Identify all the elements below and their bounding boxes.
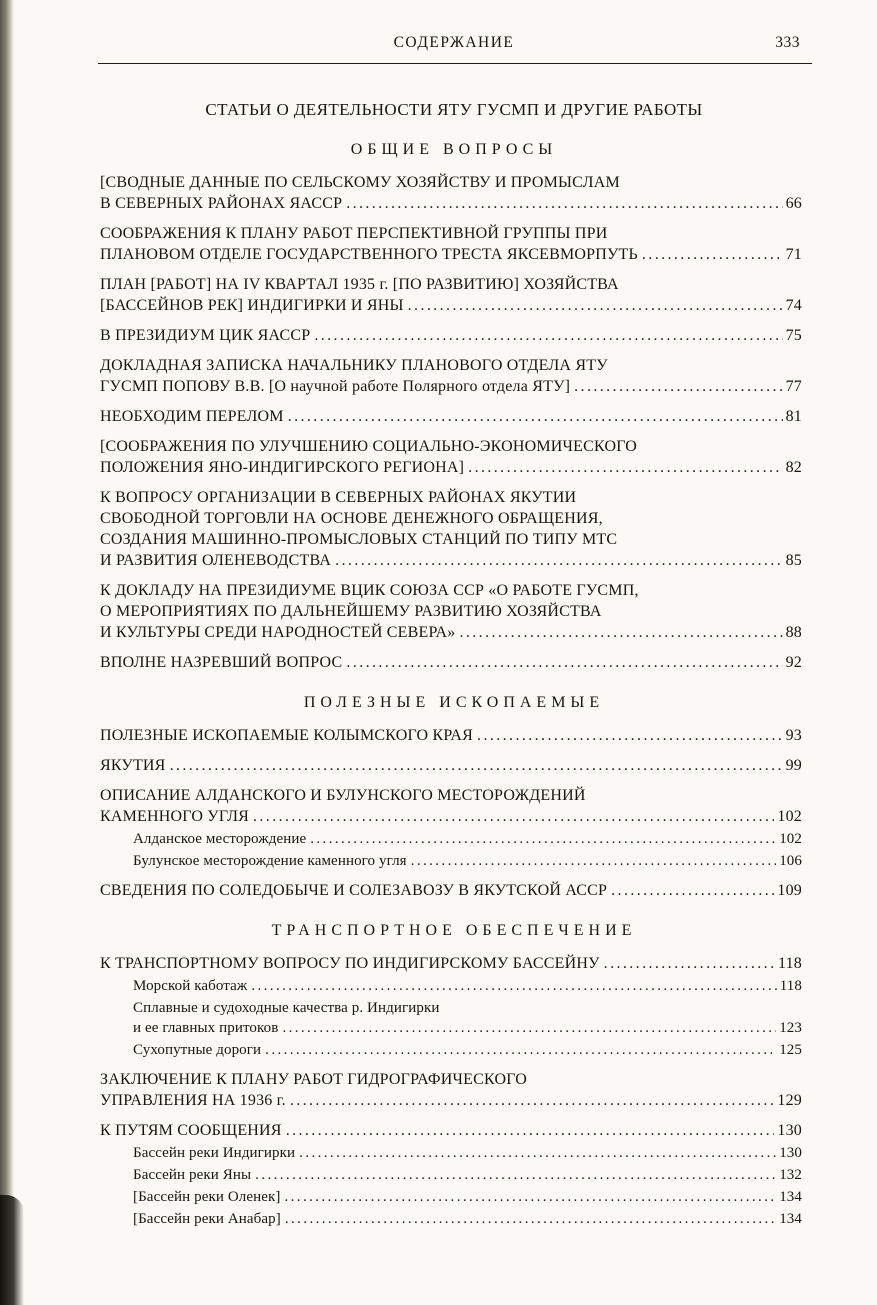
entry-title: ПОЛОЖЕНИЯ ЯНО-ИНДИГИРСКОГО РЕГИОНА] (100, 459, 465, 476)
dot-leader (411, 851, 777, 871)
dot-leader (314, 325, 782, 346)
entry-title: К ТРАНСПОРТНОМУ ВОПРОСУ ПО ИНДИГИРСКОМУ БАССЕЙНУ (100, 955, 600, 972)
toc-subentry (100, 1187, 808, 1207)
entry-last-line (100, 325, 808, 346)
toc-entry (100, 325, 808, 346)
entry-page-number: 81 (785, 408, 802, 425)
entry-title-line: Сплавные и судоходные качества р. Индигирки (133, 1000, 440, 1016)
dot-leader (288, 406, 783, 427)
entry-title: Бассейн реки Индигирки (133, 1145, 296, 1161)
toc-entry (100, 1069, 808, 1111)
entry-last-line (100, 295, 808, 316)
toc-entry (100, 652, 808, 673)
entry-last-line (100, 806, 808, 827)
dot-leader (251, 976, 776, 996)
toc-entry (100, 172, 808, 214)
entry-page-number: 102 (777, 808, 802, 825)
header-rule (98, 63, 812, 64)
entry-last-line (133, 829, 808, 849)
entry-title-line: К ДОКЛАДУ НА ПРЕЗИДИУМЕ ВЦИК СОЮЗА ССР «О РАБОТЕ ГУСМП, (100, 582, 639, 599)
entry-page-number: 85 (785, 552, 802, 569)
entry-title: Морской каботаж (133, 978, 248, 994)
entry-last-line (100, 550, 808, 571)
entry-title: НЕОБХОДИМ ПЕРЕЛОМ (100, 408, 284, 425)
entry-last-line (133, 1209, 808, 1229)
entry-page-number: 125 (779, 1042, 802, 1058)
page-header (100, 0, 808, 56)
entry-last-line (133, 851, 808, 871)
toc-entry (100, 953, 808, 974)
binding-shadow-edge (0, 0, 14, 1305)
entry-last-line (133, 1187, 808, 1207)
toc-entry (100, 785, 808, 827)
entry-page-number: 118 (779, 978, 802, 994)
dot-leader (285, 1187, 777, 1207)
entry-title: В СЕВЕРНЫХ РАЙОНАХ ЯАССР (100, 195, 343, 212)
entry-last-line (133, 1143, 808, 1163)
toc-entry (100, 355, 808, 397)
toc-entry (100, 436, 808, 478)
toc-entry (100, 725, 808, 746)
entry-title: ВПОЛНЕ НАЗРЕВШИЙ ВОПРОС (100, 654, 343, 671)
toc-subentry (100, 998, 808, 1038)
dot-leader (310, 829, 776, 849)
page-content (100, 0, 808, 1229)
entry-title: [Бассейн реки Анабар] (133, 1211, 281, 1227)
entry-page-number: 134 (779, 1189, 802, 1205)
entry-title-line: ЗАКЛЮЧЕНИЕ К ПЛАНУ РАБОТ ГИДРОГРАФИЧЕСКОГО (100, 1071, 528, 1088)
entry-title: Алданское месторождение (133, 831, 307, 847)
entry-title: И РАЗВИТИЯ ОЛЕНЕВОДСТВА (100, 552, 332, 569)
entry-last-line (100, 725, 808, 746)
toc-subentry (100, 829, 808, 849)
entry-title: [БАССЕЙНОВ РЕК] ИНДИГИРКИ И ЯНЫ (100, 297, 404, 314)
entry-title: ГУСМП ПОПОВУ В.В. [О научной работе Полярного отдела ЯТУ] (100, 378, 571, 395)
toc-entry (100, 406, 808, 427)
entry-last-line (100, 1120, 808, 1141)
entry-last-line (100, 244, 808, 265)
dot-leader (170, 755, 783, 776)
toc-entry (100, 755, 808, 776)
dot-leader (574, 376, 782, 397)
section-heading: ТРАНСПОРТНОЕ ОБЕСПЕЧЕНИЕ (271, 922, 637, 939)
dot-leader (611, 880, 774, 901)
entry-last-line (100, 755, 808, 776)
entry-page-number: 102 (779, 831, 802, 847)
entry-title-line: К ВОПРОСУ ОРГАНИЗАЦИИ В СЕВЕРНЫХ РАЙОНАХ ЯКУТИИ (100, 489, 577, 506)
dot-leader (282, 1018, 776, 1038)
entry-title: В ПРЕЗИДИУМ ЦИК ЯАССР (100, 327, 311, 344)
entry-page-number: 134 (779, 1211, 802, 1227)
entry-last-line (133, 1040, 808, 1060)
dot-leader (459, 622, 782, 643)
dot-leader (253, 806, 774, 827)
entry-title-line: СВОБОДНОЙ ТОРГОВЛИ НА ОСНОВЕ ДЕНЕЖНОГО ОБРАЩЕНИЯ, (100, 510, 603, 527)
entry-last-line (133, 976, 808, 996)
entry-page-number: 129 (777, 1092, 802, 1109)
toc-entry (100, 580, 808, 643)
entry-title: Бассейн реки Яны (133, 1167, 252, 1183)
entry-title: УПРАВЛЕНИЯ НА 1936 г. (100, 1092, 286, 1109)
dot-leader (265, 1040, 776, 1060)
toc-subentry (100, 976, 808, 996)
dot-leader (290, 1090, 775, 1111)
entry-page-number: 92 (785, 654, 802, 671)
entry-last-line (100, 953, 808, 974)
dot-leader (408, 295, 783, 316)
entry-title: и ее главных притоков (133, 1020, 279, 1036)
toc-main-title: СТАТЬИ О ДЕЯТЕЛЬНОСТИ ЯТУ ГУСМП И ДРУГИЕ РАБОТЫ (205, 100, 703, 119)
page-number: 333 (775, 34, 800, 51)
entry-title-line: [СООБРАЖЕНИЯ ПО УЛУЧШЕНИЮ СОЦИАЛЬНО-ЭКОНОМИЧЕСКОГО (100, 438, 637, 455)
toc-entry (100, 274, 808, 316)
entry-page-number: 88 (785, 624, 802, 641)
dot-leader (255, 1165, 776, 1185)
toc-subentry (100, 851, 808, 871)
dot-leader (285, 1209, 776, 1229)
toc-entry (100, 880, 808, 901)
entry-page-number: 75 (785, 327, 802, 344)
table-of-contents (100, 141, 808, 1229)
entry-page-number: 77 (785, 378, 802, 395)
dot-leader (604, 953, 775, 974)
entry-title: Сухопутные дороги (133, 1042, 262, 1058)
entry-title-line: СООБРАЖЕНИЯ К ПЛАНУ РАБОТ ПЕРСПЕКТИВНОЙ ГРУППЫ ПРИ (100, 225, 608, 242)
dot-leader (299, 1143, 776, 1163)
entry-title: [Бассейн реки Оленек] (133, 1189, 281, 1205)
entry-page-number: 130 (777, 1122, 802, 1139)
entry-title-line: СОЗДАНИЯ МАШИННО-ПРОМЫСЛОВЫХ СТАНЦИЙ ПО ТИПУ МТС (100, 531, 618, 548)
dot-leader (642, 244, 783, 265)
entry-page-number: 74 (785, 297, 802, 314)
dot-leader (468, 457, 782, 478)
entry-title-line: ДОКЛАДНАЯ ЗАПИСКА НАЧАЛЬНИКУ ПЛАНОВОГО ОТДЕЛА ЯТУ (100, 357, 608, 374)
entry-page-number: 109 (777, 882, 802, 899)
dot-leader (286, 1120, 775, 1141)
entry-title-line: О МЕРОПРИЯТИЯХ ПО ДАЛЬНЕЙШЕМУ РАЗВИТИЮ ХОЗЯЙСТВА (100, 603, 602, 620)
entry-page-number: 71 (785, 246, 802, 263)
entry-last-line (100, 622, 808, 643)
entry-last-line (100, 1090, 808, 1111)
toc-subentry (100, 1040, 808, 1060)
entry-page-number: 82 (785, 459, 802, 476)
entry-title-line: [СВОДНЫЕ ДАННЫЕ ПО СЕЛЬСКОМУ ХОЗЯЙСТВУ И ПРОМЫСЛАМ (100, 174, 620, 191)
entry-title: ПЛАНОВОМ ОТДЕЛЕ ГОСУДАРСТВЕННОГО ТРЕСТА ЯКСЕВМОРПУТЬ (100, 246, 638, 263)
entry-title: К ПУТЯМ СООБЩЕНИЯ (100, 1122, 282, 1139)
entry-last-line (100, 193, 808, 214)
section-heading: ПОЛЕЗНЫЕ ИСКОПАЕМЫЕ (303, 694, 605, 711)
dot-leader (346, 193, 782, 214)
entry-last-line (100, 406, 808, 427)
entry-last-line (100, 652, 808, 673)
entry-page-number: 106 (779, 853, 802, 869)
entry-page-number: 99 (785, 757, 802, 774)
toc-subentry (100, 1165, 808, 1185)
toc-entry (100, 487, 808, 571)
entry-page-number: 123 (779, 1020, 802, 1036)
entry-title-line: ОПИСАНИЕ АЛДАНСКОГО И БУЛУНСКОГО МЕСТОРОЖДЕНИЙ (100, 787, 586, 804)
dot-leader (477, 725, 783, 746)
toc-entry (100, 1120, 808, 1141)
entry-last-line (100, 880, 808, 901)
entry-last-line (133, 1165, 808, 1185)
entry-title: Булунское месторождение каменного угля (133, 853, 407, 869)
entry-title: КАМЕННОГО УГЛЯ (100, 808, 249, 825)
entry-page-number: 66 (785, 195, 802, 212)
binding-shadow-corner (0, 1195, 24, 1305)
dot-leader (335, 550, 782, 571)
entry-page-number: 130 (779, 1145, 802, 1161)
entry-page-number: 93 (785, 727, 802, 744)
toc-entry (100, 223, 808, 265)
entry-title-line: ПЛАН [РАБОТ] НА IV КВАРТАЛ 1935 г. [ПО РАЗВИТИЮ] ХОЗЯЙСТВА (100, 276, 619, 293)
entry-title: ЯКУТИЯ (100, 757, 166, 774)
section-heading: ОБЩИЕ ВОПРОСЫ (350, 141, 558, 158)
entry-last-line (100, 457, 808, 478)
entry-title: ПОЛЕЗНЫЕ ИСКОПАЕМЫЕ КОЛЫМСКОГО КРАЯ (100, 727, 474, 744)
entry-page-number: 118 (777, 955, 802, 972)
entry-title: СВЕДЕНИЯ ПО СОЛЕДОБЫЧЕ И СОЛЕЗАВОЗУ В ЯКУТСКОЙ АССР (100, 882, 608, 899)
dot-leader (346, 652, 782, 673)
running-head-title: СОДЕРЖАНИЕ (393, 34, 515, 51)
entry-page-number: 132 (779, 1167, 802, 1183)
entry-last-line (100, 376, 808, 397)
entry-last-line (133, 1018, 808, 1038)
toc-subentry (100, 1143, 808, 1163)
entry-title: И КУЛЬТУРЫ СРЕДИ НАРОДНОСТЕЙ СЕВЕРА» (100, 624, 456, 641)
toc-subentry (100, 1209, 808, 1229)
